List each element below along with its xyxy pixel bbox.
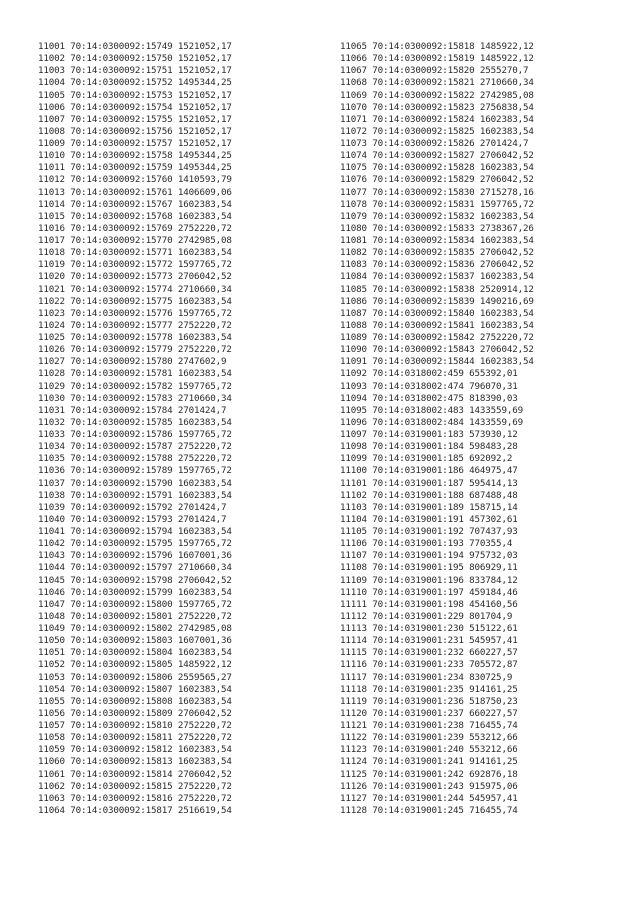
list-item: 11128 70:14:0319001:245 716455,74 [340, 804, 518, 816]
list-item: 11102 70:14:0319001:188 687488,48 [340, 489, 518, 501]
list-item: 11056 70:14:0300092:15809 2706042,52 [38, 707, 232, 719]
list-item: 11037 70:14:0300092:15790 1602383,54 [38, 477, 232, 489]
list-item: 11097 70:14:0319001:183 573930,12 [340, 429, 518, 440]
list-item: 11054 70:14:0300092:15807 1602383,54 [38, 683, 232, 695]
list-item: 11058 70:14:0300092:15811 2752220,72 [38, 732, 232, 744]
list-item: 11123 70:14:0319001:240 553212,66 [340, 744, 518, 756]
list-item: 11036 70:14:0300092:15789 1597765,72 [38, 465, 232, 477]
list-item: 11119 70:14:0319001:236 518750,23 [340, 695, 518, 707]
list-item: 11070 70:14:0300092:15823 2756838,54 [340, 101, 534, 113]
list-item: 11078 70:14:0300092:15831 1597765,72 [340, 198, 534, 210]
list-item: 11055 70:14:0300092:15808 1602383,54 [38, 695, 232, 707]
list-item: 11088 70:14:0300092:15841 1602383,54 [340, 319, 534, 331]
list-item: 11080 70:14:0300092:15833 2738367,26 [340, 222, 534, 234]
list-item: 11090 70:14:0300092:15843 2706042,52 [340, 344, 534, 356]
list-item: 11030 70:14:0300092:15783 2710660,34 [38, 392, 232, 404]
list-item: 11106 70:14:0319001:193 770355,4 [340, 538, 513, 550]
list-item: 11067 70:14:0300092:15820 2555270,7 [340, 65, 529, 77]
list-item: 11027 70:14:0300092:15780 2747602,9 [38, 356, 227, 368]
list-item: 11069 70:14:0300092:15822 2742985,08 [340, 89, 534, 101]
list-item: 11063 70:14:0300092:15816 2752220,72 [38, 792, 232, 804]
list-item: 11092 70:14:0318002:459 655392,01 [340, 368, 518, 380]
list-item: 11109 70:14:0319001:196 833784,12 [340, 574, 518, 586]
list-item: 11121 70:14:0319001:238 716455,74 [340, 720, 518, 731]
list-item: 11084 70:14:0300092:15837 1602383,54 [340, 271, 534, 283]
list-item: 11020 70:14:0300092:15773 2706042,52 [38, 271, 232, 283]
list-item: 11114 70:14:0319001:231 545957,41 [340, 635, 518, 647]
list-item: 11112 70:14:0319001:229 801704,9 [340, 610, 513, 622]
list-item: 11077 70:14:0300092:15830 2715278,16 [340, 186, 534, 198]
list-item: 11079 70:14:0300092:15832 1602383,54 [340, 210, 534, 222]
list-item: 11076 70:14:0300092:15829 2706042,52 [340, 174, 534, 186]
list-item: 11113 70:14:0319001:230 515122,61 [340, 623, 518, 634]
list-item: 11082 70:14:0300092:15835 2706042,52 [340, 247, 534, 259]
list-item: 11012 70:14:0300092:15760 1410593,79 [38, 174, 232, 186]
list-item: 11019 70:14:0300092:15772 1597765,72 [38, 259, 232, 271]
list-item: 11118 70:14:0319001:235 914161,25 [340, 683, 518, 695]
list-item: 11029 70:14:0300092:15782 1597765,72 [38, 380, 232, 392]
list-item: 11059 70:14:0300092:15812 1602383,54 [38, 744, 232, 756]
list-item: 11066 70:14:0300092:15819 1485922,12 [340, 53, 534, 65]
list-item: 11099 70:14:0319001:185 692092,2 [340, 453, 513, 465]
list-item: 11107 70:14:0319001:194 975732,03 [340, 550, 518, 562]
list-item: 11086 70:14:0300092:15839 1490216,69 [340, 295, 534, 307]
list-item: 11022 70:14:0300092:15775 1602383,54 [38, 295, 232, 307]
left-column [38, 41, 232, 817]
list-item: 11018 70:14:0300092:15771 1602383,54 [38, 247, 232, 259]
list-item: 11024 70:14:0300092:15777 2752220,72 [38, 319, 232, 331]
list-item: 11025 70:14:0300092:15778 1602383,54 [38, 332, 232, 343]
list-item: 11013 70:14:0300092:15761 1406609,06 [38, 186, 232, 198]
list-item: 11101 70:14:0319001:187 595414,13 [340, 477, 518, 489]
list-item: 11117 70:14:0319001:234 830725,9 [340, 671, 513, 683]
list-item: 11048 70:14:0300092:15801 2752220,72 [38, 610, 232, 622]
list-item: 11038 70:14:0300092:15791 1602383,54 [38, 489, 232, 501]
list-item: 11065 70:14:0300092:15818 1485922,12 [340, 41, 534, 52]
list-item: 11094 70:14:0318002:475 818390,03 [340, 392, 518, 404]
list-item: 11011 70:14:0300092:15759 1495344,25 [38, 162, 232, 174]
list-item: 11052 70:14:0300092:15805 1485922,12 [38, 659, 232, 671]
list-item: 11061 70:14:0300092:15814 2706042,52 [38, 768, 232, 780]
list-item: 11051 70:14:0300092:15804 1602383,54 [38, 647, 232, 659]
list-item: 11031 70:14:0300092:15784 2701424,7 [38, 404, 227, 416]
list-item: 11115 70:14:0319001:232 660227,57 [340, 647, 518, 659]
list-item: 11035 70:14:0300092:15788 2752220,72 [38, 453, 232, 465]
list-item: 11083 70:14:0300092:15836 2706042,52 [340, 259, 534, 271]
list-item: 11110 70:14:0319001:197 459184,46 [340, 586, 518, 598]
list-item: 11009 70:14:0300092:15757 1521052,17 [38, 138, 232, 149]
list-item: 11124 70:14:0319001:241 914161,25 [340, 756, 518, 768]
list-item: 11015 70:14:0300092:15768 1602383,54 [38, 210, 232, 222]
list-item: 11071 70:14:0300092:15824 1602383,54 [340, 113, 534, 125]
list-item: 11047 70:14:0300092:15800 1597765,72 [38, 598, 232, 610]
list-item: 11034 70:14:0300092:15787 2752220,72 [38, 441, 232, 453]
list-item: 11042 70:14:0300092:15795 1597765,72 [38, 538, 232, 550]
list-item: 11032 70:14:0300092:15785 1602383,54 [38, 416, 232, 428]
list-item: 11091 70:14:0300092:15844 1602383,54 [340, 356, 534, 368]
list-item: 11004 70:14:0300092:15752 1495344,25 [38, 77, 232, 89]
list-item: 11096 70:14:0318002:484 1433559,69 [340, 416, 523, 428]
list-item: 11008 70:14:0300092:15756 1521052,17 [38, 125, 232, 137]
list-item: 11016 70:14:0300092:15769 2752220,72 [38, 222, 232, 234]
list-item: 11081 70:14:0300092:15834 1602383,54 [340, 235, 534, 246]
list-item: 11005 70:14:0300092:15753 1521052,17 [38, 89, 232, 101]
list-item: 11021 70:14:0300092:15774 2710660,34 [38, 283, 232, 295]
list-item: 11100 70:14:0319001:186 464975,47 [340, 465, 518, 477]
list-item: 11060 70:14:0300092:15813 1602383,54 [38, 756, 232, 768]
list-item: 11125 70:14:0319001:242 692876,18 [340, 768, 518, 780]
list-item: 11006 70:14:0300092:15754 1521052,17 [38, 101, 232, 113]
list-item: 11043 70:14:0300092:15796 1607001,36 [38, 550, 232, 562]
list-item: 11003 70:14:0300092:15751 1521052,17 [38, 65, 232, 77]
list-item: 11046 70:14:0300092:15799 1602383,54 [38, 586, 232, 598]
list-item: 11057 70:14:0300092:15810 2752220,72 [38, 720, 232, 731]
list-item: 11068 70:14:0300092:15821 2710660,34 [340, 77, 534, 89]
list-item: 11126 70:14:0319001:243 915975,06 [340, 780, 518, 792]
list-item: 11120 70:14:0319001:237 660227,57 [340, 707, 518, 719]
list-item: 11028 70:14:0300092:15781 1602383,54 [38, 368, 232, 380]
list-item: 11049 70:14:0300092:15802 2742985,08 [38, 623, 232, 634]
list-item: 11116 70:14:0319001:233 705572,87 [340, 659, 518, 671]
list-item: 11072 70:14:0300092:15825 1602383,54 [340, 125, 534, 137]
list-item: 11010 70:14:0300092:15758 1495344,25 [38, 150, 232, 162]
list-item: 11033 70:14:0300092:15786 1597765,72 [38, 429, 232, 440]
list-item: 11050 70:14:0300092:15803 1607001,36 [38, 635, 232, 647]
list-item: 11095 70:14:0318002:483 1433559,69 [340, 404, 523, 416]
list-item: 11040 70:14:0300092:15793 2701424,7 [38, 513, 227, 525]
list-item: 11075 70:14:0300092:15828 1602383,54 [340, 162, 534, 174]
list-item: 11039 70:14:0300092:15792 2701424,7 [38, 501, 227, 513]
list-item: 11053 70:14:0300092:15806 2559565,27 [38, 671, 232, 683]
list-item: 11007 70:14:0300092:15755 1521052,17 [38, 113, 232, 125]
list-item: 11093 70:14:0318002:474 796070,31 [340, 380, 518, 392]
list-item: 11098 70:14:0319001:184 598483,28 [340, 441, 518, 453]
list-item: 11026 70:14:0300092:15779 2752220,72 [38, 344, 232, 356]
list-item: 11014 70:14:0300092:15767 1602383,54 [38, 198, 232, 210]
list-item: 11111 70:14:0319001:198 454160,56 [340, 598, 518, 610]
list-item: 11103 70:14:0319001:189 158715,14 [340, 501, 518, 513]
list-item: 11122 70:14:0319001:239 553212,66 [340, 732, 518, 744]
list-item: 11045 70:14:0300092:15798 2706042,52 [38, 574, 232, 586]
list-item: 11074 70:14:0300092:15827 2706042,52 [340, 150, 534, 162]
list-item: 11089 70:14:0300092:15842 2752220,72 [340, 332, 534, 343]
list-item: 11041 70:14:0300092:15794 1602383,54 [38, 526, 232, 537]
list-item: 11127 70:14:0319001:244 545957,41 [340, 792, 518, 804]
list-item: 11108 70:14:0319001:195 806929,11 [340, 562, 518, 574]
list-item: 11001 70:14:0300092:15749 1521052,17 [38, 41, 232, 52]
list-item: 11017 70:14:0300092:15770 2742985,08 [38, 235, 232, 246]
right-column [340, 41, 534, 817]
list-item: 11002 70:14:0300092:15750 1521052,17 [38, 53, 232, 65]
list-item: 11104 70:14:0319001:191 457302,61 [340, 513, 518, 525]
list-item: 11062 70:14:0300092:15815 2752220,72 [38, 780, 232, 792]
list-item: 11085 70:14:0300092:15838 2520914,12 [340, 283, 534, 295]
list-item: 11064 70:14:0300092:15817 2516619,54 [38, 804, 232, 816]
list-item: 11023 70:14:0300092:15776 1597765,72 [38, 307, 232, 319]
list-item: 11087 70:14:0300092:15840 1602383,54 [340, 307, 534, 319]
list-item: 11044 70:14:0300092:15797 2710660,34 [38, 562, 232, 574]
list-item: 11073 70:14:0300092:15826 2701424,7 [340, 138, 529, 149]
list-item: 11105 70:14:0319001:192 707437,93 [340, 526, 518, 537]
